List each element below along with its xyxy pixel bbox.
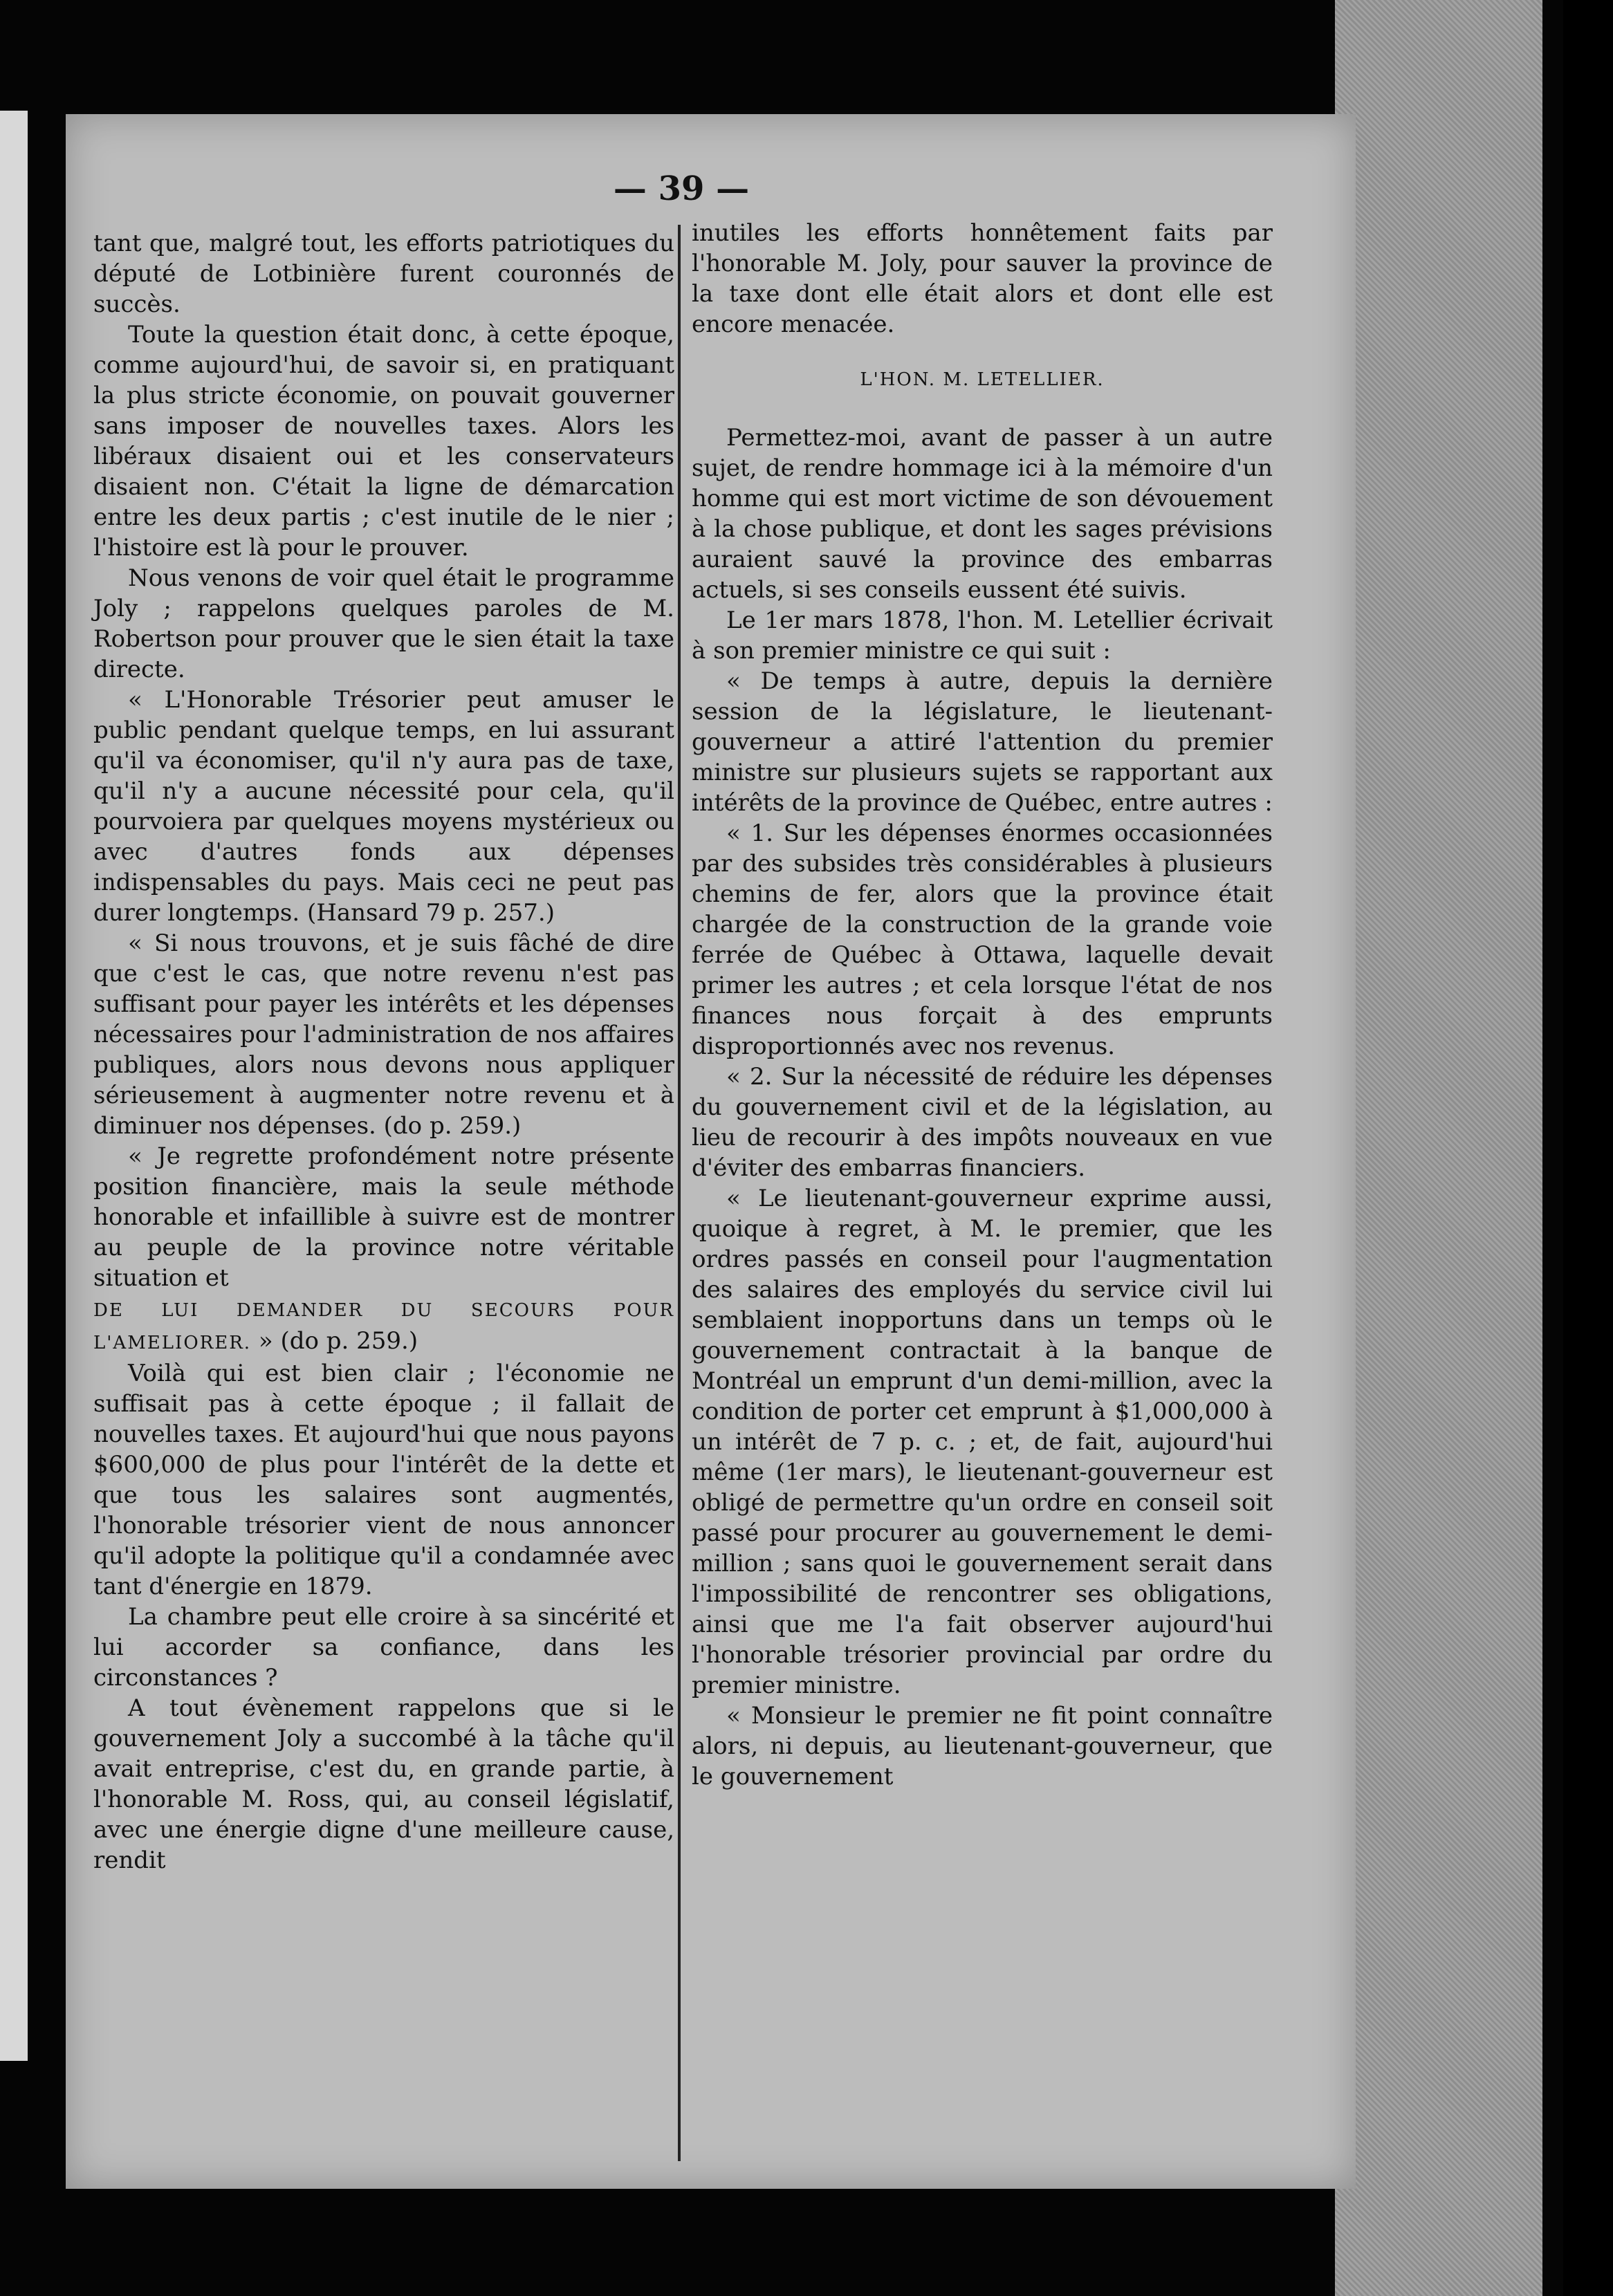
caps-phrase: DE LUI DEMANDER DU SECOURS POUR L'AMELIORER. [93, 1300, 674, 1353]
paragraph: Voilà qui est bien clair ; l'économie ne suffisait pas à cette époque ; il fallait de nouvelles taxes. Et aujourd'hui que nous payons $600,000 de plus pour l'intérêt de la dette et que tous les salaires sont augmentés, l'honorable trésorier vient de nous annoncer qu'il adopte la politique qu'il a condamnée avec tant d'énergie en 1879. [93, 1360, 674, 1600]
section-heading: L'HON. M. LETELLIER. [860, 369, 1105, 390]
paragraph: « Monsieur le premier ne fit point connaître alors, ni depuis, au lieutenant-gouverneur, que le gouvernement [692, 1702, 1273, 1790]
paragraph: « 1. Sur les dépenses énormes occasionnées par des subsides très considérables à plusieurs chemins de fer, alors que la province était chargée de la construction de la grande voie ferrée de Québec à Ottawa, laquelle devait primer les autres ; et cela lorsque l'état de nos finances nous forçait à des emprunts disproportionnés avec nos revenus. [692, 820, 1273, 1060]
paragraph: A tout évènement rappelons que si le gouvernement Joly a succombé à la tâche qu'il avait entreprise, c'est du, en grande partie, à l'honorable M. Ross, qui, au conseil législatif, avec une énergie digne d'une meilleure cause, rendit [93, 1694, 674, 1874]
previous-page-edge [0, 111, 28, 2061]
paragraph: Toute la question était donc, à cette époque, comme aujourd'hui, de savoir si, en pratiquant la plus stricte économie, on pouvait gouverner sans imposer de nouvelles taxes. Alors les libéraux disaient oui et les conservateurs disaient non. C'était la ligne de démarcation entre les deux partis ; c'est inutile de le nier ; l'histoire est là pour le prouver. [93, 321, 674, 562]
paragraph: « Le lieutenant-gouverneur exprime aussi, quoique à regret, à M. le premier, que les ordres passés en conseil pour l'augmentation des salaires des employés du service civil lui semblaient inopportuns dans un temps où le gouvernement contractait à la banque de Montréal un emprunt d'un demi-million, avec la condition de porter cet emprunt à $1,000,000 à un intérêt de 7 p. c. ; et, de fait, aujourd'hui même (1er mars), le lieutenant-gouverneur est obligé de permettre qu'un ordre en conseil soit passé pour procurer au gouvernement le demi-million ; sans quoi le gouvernement serait dans l'impossibilité de rencontrer ses obligations, ainsi que me l'a fait observer aujourd'hui l'honorable trésorier provincial par ordre du premier ministre. [692, 1185, 1273, 1699]
paragraph: Permettez-moi, avant de passer à un autre sujet, de rendre hommage ici à la mémoire d'un homme qui est mort victime de son dévouement à la chose publique, et dont les sages prévisions auraient sauvé la province des embarras actuels, si ses conseils eussent été suivis. [692, 424, 1273, 604]
caps-line [93, 1293, 674, 1358]
book-page [66, 114, 1356, 2189]
paragraph: « 2. Sur la nécessité de réduire les dépenses du gouvernement civil et de la législation, au lieu de recourir à des impôts nouveaux en vue d'éviter des embarras financiers. [692, 1063, 1273, 1182]
caps-tail: » (do p. 259.) [251, 1327, 418, 1355]
paragraph: inutiles les efforts honnêtement faits par l'honorable M. Joly, pour sauver la province de la taxe dont elle était alors et dont elle est encore menacée. [692, 219, 1273, 338]
paragraph: « L'Honorable Trésorier peut amuser le public pendant quelque temps, en lui assurant qu'il va économiser, qu'il n'y aura pas de taxe, qu'il n'y a aucune nécessité pour cela, qu'il pourvoiera par quelques moyens mystérieux ou avec d'autres fonds aux dépenses indispensables du pays. Mais ceci ne peut pas durer longtemps. (Hansard 79 p. 257.) [93, 686, 674, 927]
binder-board [1335, 0, 1542, 2296]
paragraph: Le 1er mars 1878, l'hon. M. Letellier écrivait à son premier ministre ce qui suit : [692, 607, 1273, 665]
paragraph: « De temps à autre, depuis la dernière session de la législature, le lieutenant-gouverneur a attiré l'attention du premier ministre sur plusieurs sujets se rapportant aux intérêts de la province de Québec, entre autres : [692, 667, 1273, 817]
scan-edge [1563, 0, 1613, 2296]
paragraph: tant que, malgré tout, les efforts patriotiques du député de Lotbinière furent couronnés de succès. [93, 230, 674, 318]
right-column [692, 218, 1273, 1792]
page-number: — 39 — [613, 169, 750, 208]
paragraph: Nous venons de voir quel était le programme Joly ; rappelons quelques paroles de M. Robertson pour prouver que le sien était la taxe directe. [93, 564, 674, 683]
paragraph: La chambre peut elle croire à sa sincérité et lui accorder sa confiance, dans les circonstances ? [93, 1603, 674, 1692]
column-rule [678, 225, 681, 2161]
paragraph: « Si nous trouvons, et je suis fâché de dire que c'est le cas, que notre revenu n'est pas suffisant pour payer les intérêts et les dépenses nécessaires pour l'administration de nos affaires publiques, alors nous devons nous appliquer sérieusement à augmenter notre revenu et à diminuer nos dépenses. (do p. 259.) [93, 929, 674, 1140]
paragraph: « Je regrette profondément notre présente position financière, mais la seule méthode honorable et infaillible à suivre est de montrer au peuple de la province notre véritable situation et [93, 1142, 674, 1292]
left-column [93, 228, 674, 1876]
